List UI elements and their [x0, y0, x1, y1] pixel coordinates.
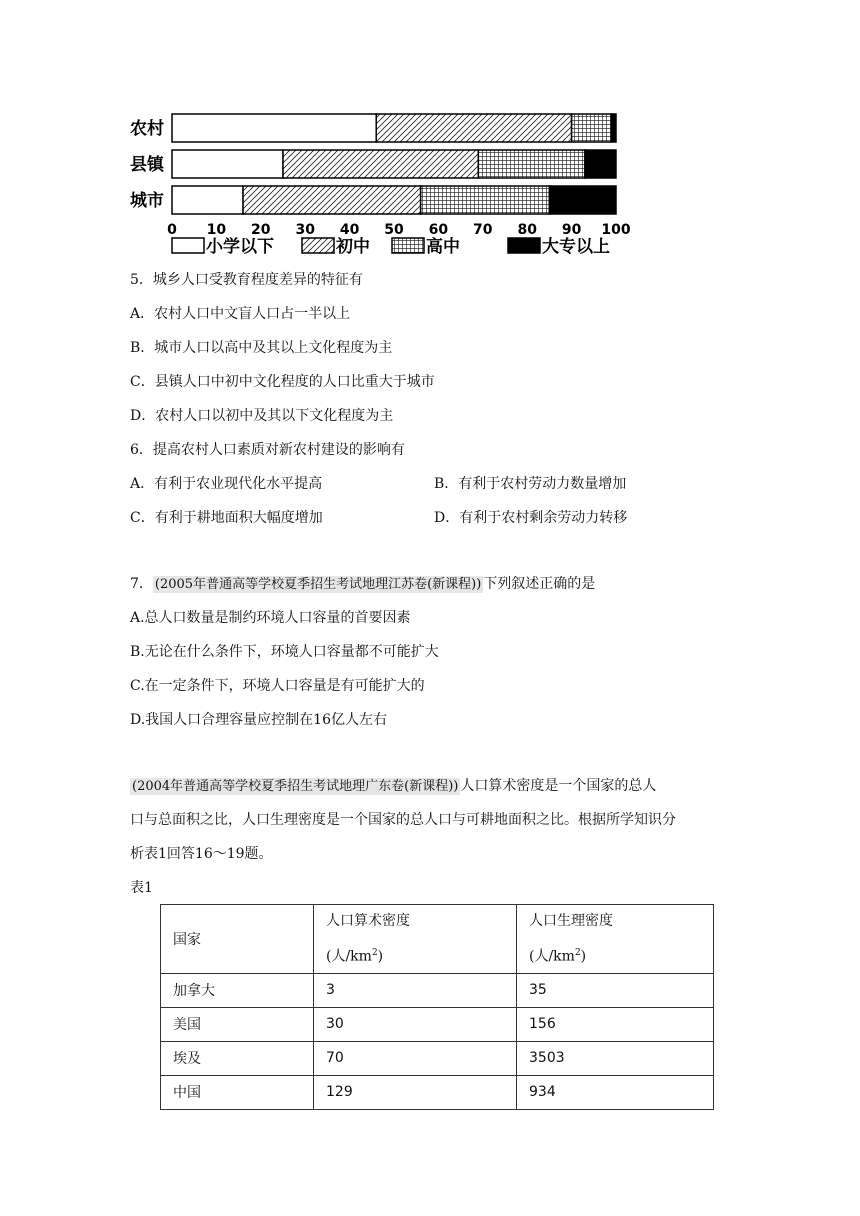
q6-stem: 6．提高农村人口素质对新农村建设的影响有	[130, 442, 405, 458]
cell-country: 中国	[161, 1075, 314, 1109]
legend-swatch	[508, 238, 540, 253]
bar-segment	[612, 114, 616, 142]
legend-label: 大专以上	[542, 237, 610, 256]
header-arith-line-1: 人口算术密度	[326, 913, 410, 929]
q7-number: 7．	[130, 576, 153, 592]
table-row	[161, 1075, 714, 1109]
q7-source-tag: (2005年普通高等学校夏季招生考试地理江苏卷(新课程))	[154, 577, 482, 592]
q6-option-d: D．有利于农村剩余劳动力转移	[434, 510, 628, 526]
x-tick-label: 70	[473, 222, 493, 238]
bar-segment	[572, 114, 612, 142]
legend-swatch	[392, 238, 424, 253]
q7-stem: 下列叙述正确的是	[483, 576, 596, 592]
cell-phys: 156	[517, 1007, 714, 1041]
bar-segment	[478, 150, 585, 178]
intro-line-1	[130, 776, 656, 797]
bar-segment	[421, 186, 550, 214]
bar-segment	[243, 186, 421, 214]
cell-country: 埃及	[161, 1041, 314, 1075]
intro-source-tag: (2004年普通高等学校夏季招生考试地理广东卷(新课程))	[132, 779, 459, 794]
q5-option-b: B．城市人口以高中及其以上文化程度为主	[130, 340, 393, 356]
intro-line-3: 析表1回答16～19题。	[130, 846, 273, 862]
cell-arith: 30	[314, 1007, 517, 1041]
category-label: 城市	[130, 191, 164, 211]
q5-option-a: A．农村人口中文盲人口占一半以上	[130, 306, 351, 322]
cell-phys: 3503	[517, 1041, 714, 1075]
x-tick-label: 40	[339, 222, 360, 238]
table-row	[161, 1007, 714, 1041]
x-tick-label: 30	[295, 222, 315, 238]
cell-phys: 35	[517, 973, 714, 1007]
x-tick-label: 20	[251, 222, 271, 238]
q7-option-a: A.总人口数量是制约环境人口容量的首要因素	[130, 610, 411, 626]
x-tick-label: 90	[561, 222, 582, 238]
category-label: 农村	[130, 119, 164, 139]
intro-text-1: 人口算术密度是一个国家的总人	[460, 778, 657, 794]
intro-line-2: 口与总面积之比，人口生理密度是一个国家的总人口与可耕地面积之比。根据所学知识分	[130, 812, 676, 828]
cell-phys: 934	[517, 1075, 714, 1109]
header-phys-line-1: 人口生理密度	[529, 913, 613, 929]
x-tick-label: 10	[206, 222, 227, 238]
header-country: 国家	[161, 905, 314, 974]
q6-option-b: B．有利于农村劳动力数量增加	[434, 476, 627, 492]
cell-arith: 70	[314, 1041, 517, 1075]
category-label: 县镇	[130, 155, 164, 175]
q5-option-d: D．农村人口以初中及其以下文化程度为主	[130, 408, 394, 424]
header-arithmetic-density	[314, 905, 517, 974]
x-tick-label: 0	[167, 222, 177, 238]
q5-option-c: C．县镇人口中初中文化程度的人口比重大于城市	[130, 374, 435, 390]
bar-segment	[172, 114, 376, 142]
bar-segment	[549, 186, 616, 214]
table-caption: 表1	[130, 880, 153, 896]
cell-arith: 3	[314, 973, 517, 1007]
x-tick-label: 100	[601, 222, 631, 238]
q7-option-d: D.我国人口合理容量应控制在16亿人左右	[130, 712, 387, 728]
education-stacked-bar-chart	[126, 104, 646, 256]
x-tick-label: 60	[428, 222, 449, 238]
x-tick-label: 80	[517, 222, 537, 238]
q7-option-b: B.无论在什么条件下，环境人口容量都不可能扩大	[130, 644, 439, 660]
q5-stem: 5．城乡人口受教育程度差异的特征有	[130, 272, 363, 288]
q7-stem-line	[130, 574, 595, 595]
legend-swatch	[172, 238, 204, 253]
bar-segment	[585, 150, 616, 178]
cell-country: 加拿大	[161, 973, 314, 1007]
header-phys-line-2: (人$/km^2$)	[529, 948, 587, 965]
bar-segment	[376, 114, 571, 142]
bar-segment	[172, 186, 243, 214]
legend-label: 初中	[336, 237, 370, 256]
cell-country: 美国	[161, 1007, 314, 1041]
legend-label: 小学以下	[206, 237, 274, 256]
table-row	[161, 973, 714, 1007]
x-tick-label: 50	[384, 222, 404, 238]
cell-arith: 129	[314, 1075, 517, 1109]
q6-option-a: A．有利于农业现代化水平提高	[130, 476, 323, 492]
legend-swatch	[302, 238, 334, 253]
bar-segment	[172, 150, 283, 178]
header-arith-line-2: (人$/km^2$)	[326, 948, 384, 965]
header-physiological-density	[517, 905, 714, 974]
population-density-table	[160, 904, 714, 1110]
q6-option-c: C．有利于耕地面积大幅度增加	[130, 510, 323, 526]
table-header-row	[161, 905, 714, 974]
q7-option-c: C.在一定条件下，环境人口容量是有可能扩大的	[130, 678, 425, 694]
legend-label: 高中	[426, 237, 460, 256]
table-row	[161, 1041, 714, 1075]
bar-segment	[283, 150, 478, 178]
